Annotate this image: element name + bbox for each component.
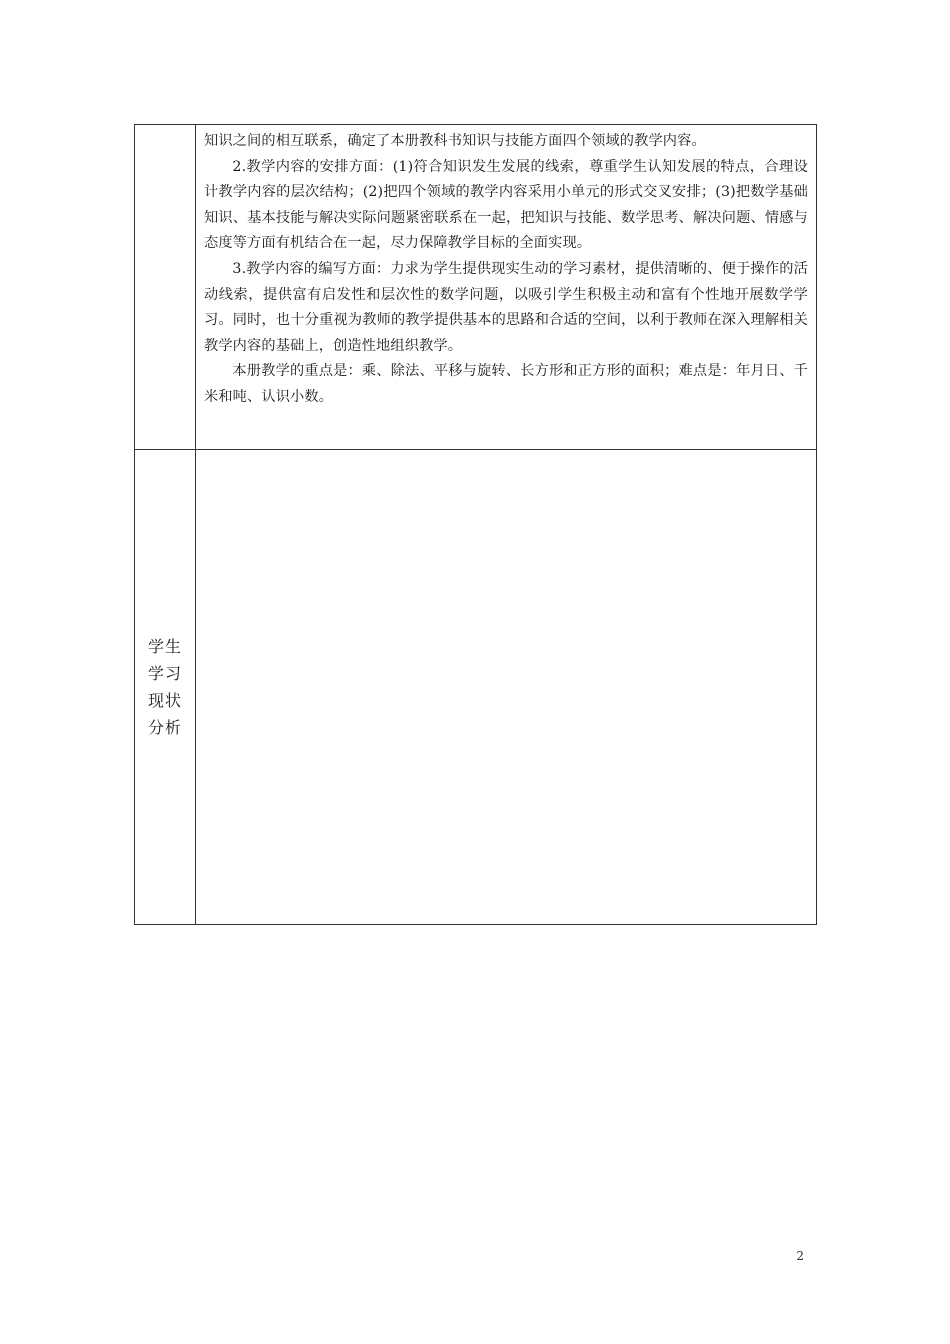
table-row-student-analysis	[135, 450, 817, 925]
lesson-plan-table	[134, 124, 817, 925]
paragraph-key-points: 本册教学的重点是：乘、除法、平移与旋转、长方形和正方形的面积；难点是：年月日、千米和吨、认识小数。	[204, 363, 808, 405]
student-analysis-content	[196, 450, 816, 454]
row-content-cell	[196, 125, 817, 450]
row-label-cell	[135, 125, 196, 450]
table-row-textbook-analysis	[135, 125, 817, 450]
student-analysis-label: 学生学习现状分析	[147, 637, 182, 737]
student-analysis-content-cell	[196, 450, 817, 925]
page-number: 2	[796, 1249, 804, 1263]
row-label-cell	[135, 450, 196, 925]
paragraph-continuation: 知识之间的相互联系，确定了本册教科书知识与技能方面四个领域的教学内容。	[204, 133, 706, 149]
paragraph-arrangement: 2.教学内容的安排方面：(1)符合知识发生发展的线索，尊重学生认知发展的特点，合理设计教学内容的层次结构；(2)把四个领域的教学内容采用小单元的形式交叉安排；(3)把数学基础知识、基本技能与解决实际问题紧密联系在一起，把知识与技能、数学思考、解决问题、情感与态度等方面有机结合在一起，尽力保障教学目标的全面实现。	[204, 158, 808, 252]
paragraph-writing: 3.教学内容的编写方面：力求为学生提供现实生动的学习素材，提供清晰的、便于操作的活动线索，提供富有启发性和层次性的数学问题，以吸引学生积极主动和富有个性地开展数学学习。同时，也十分重视为教师的教学提供基本的思路和合适的空间，以利于教师在深入理解相关教学内容的基础上，创造性地组织教学。	[204, 260, 808, 354]
textbook-analysis-content	[196, 125, 816, 411]
